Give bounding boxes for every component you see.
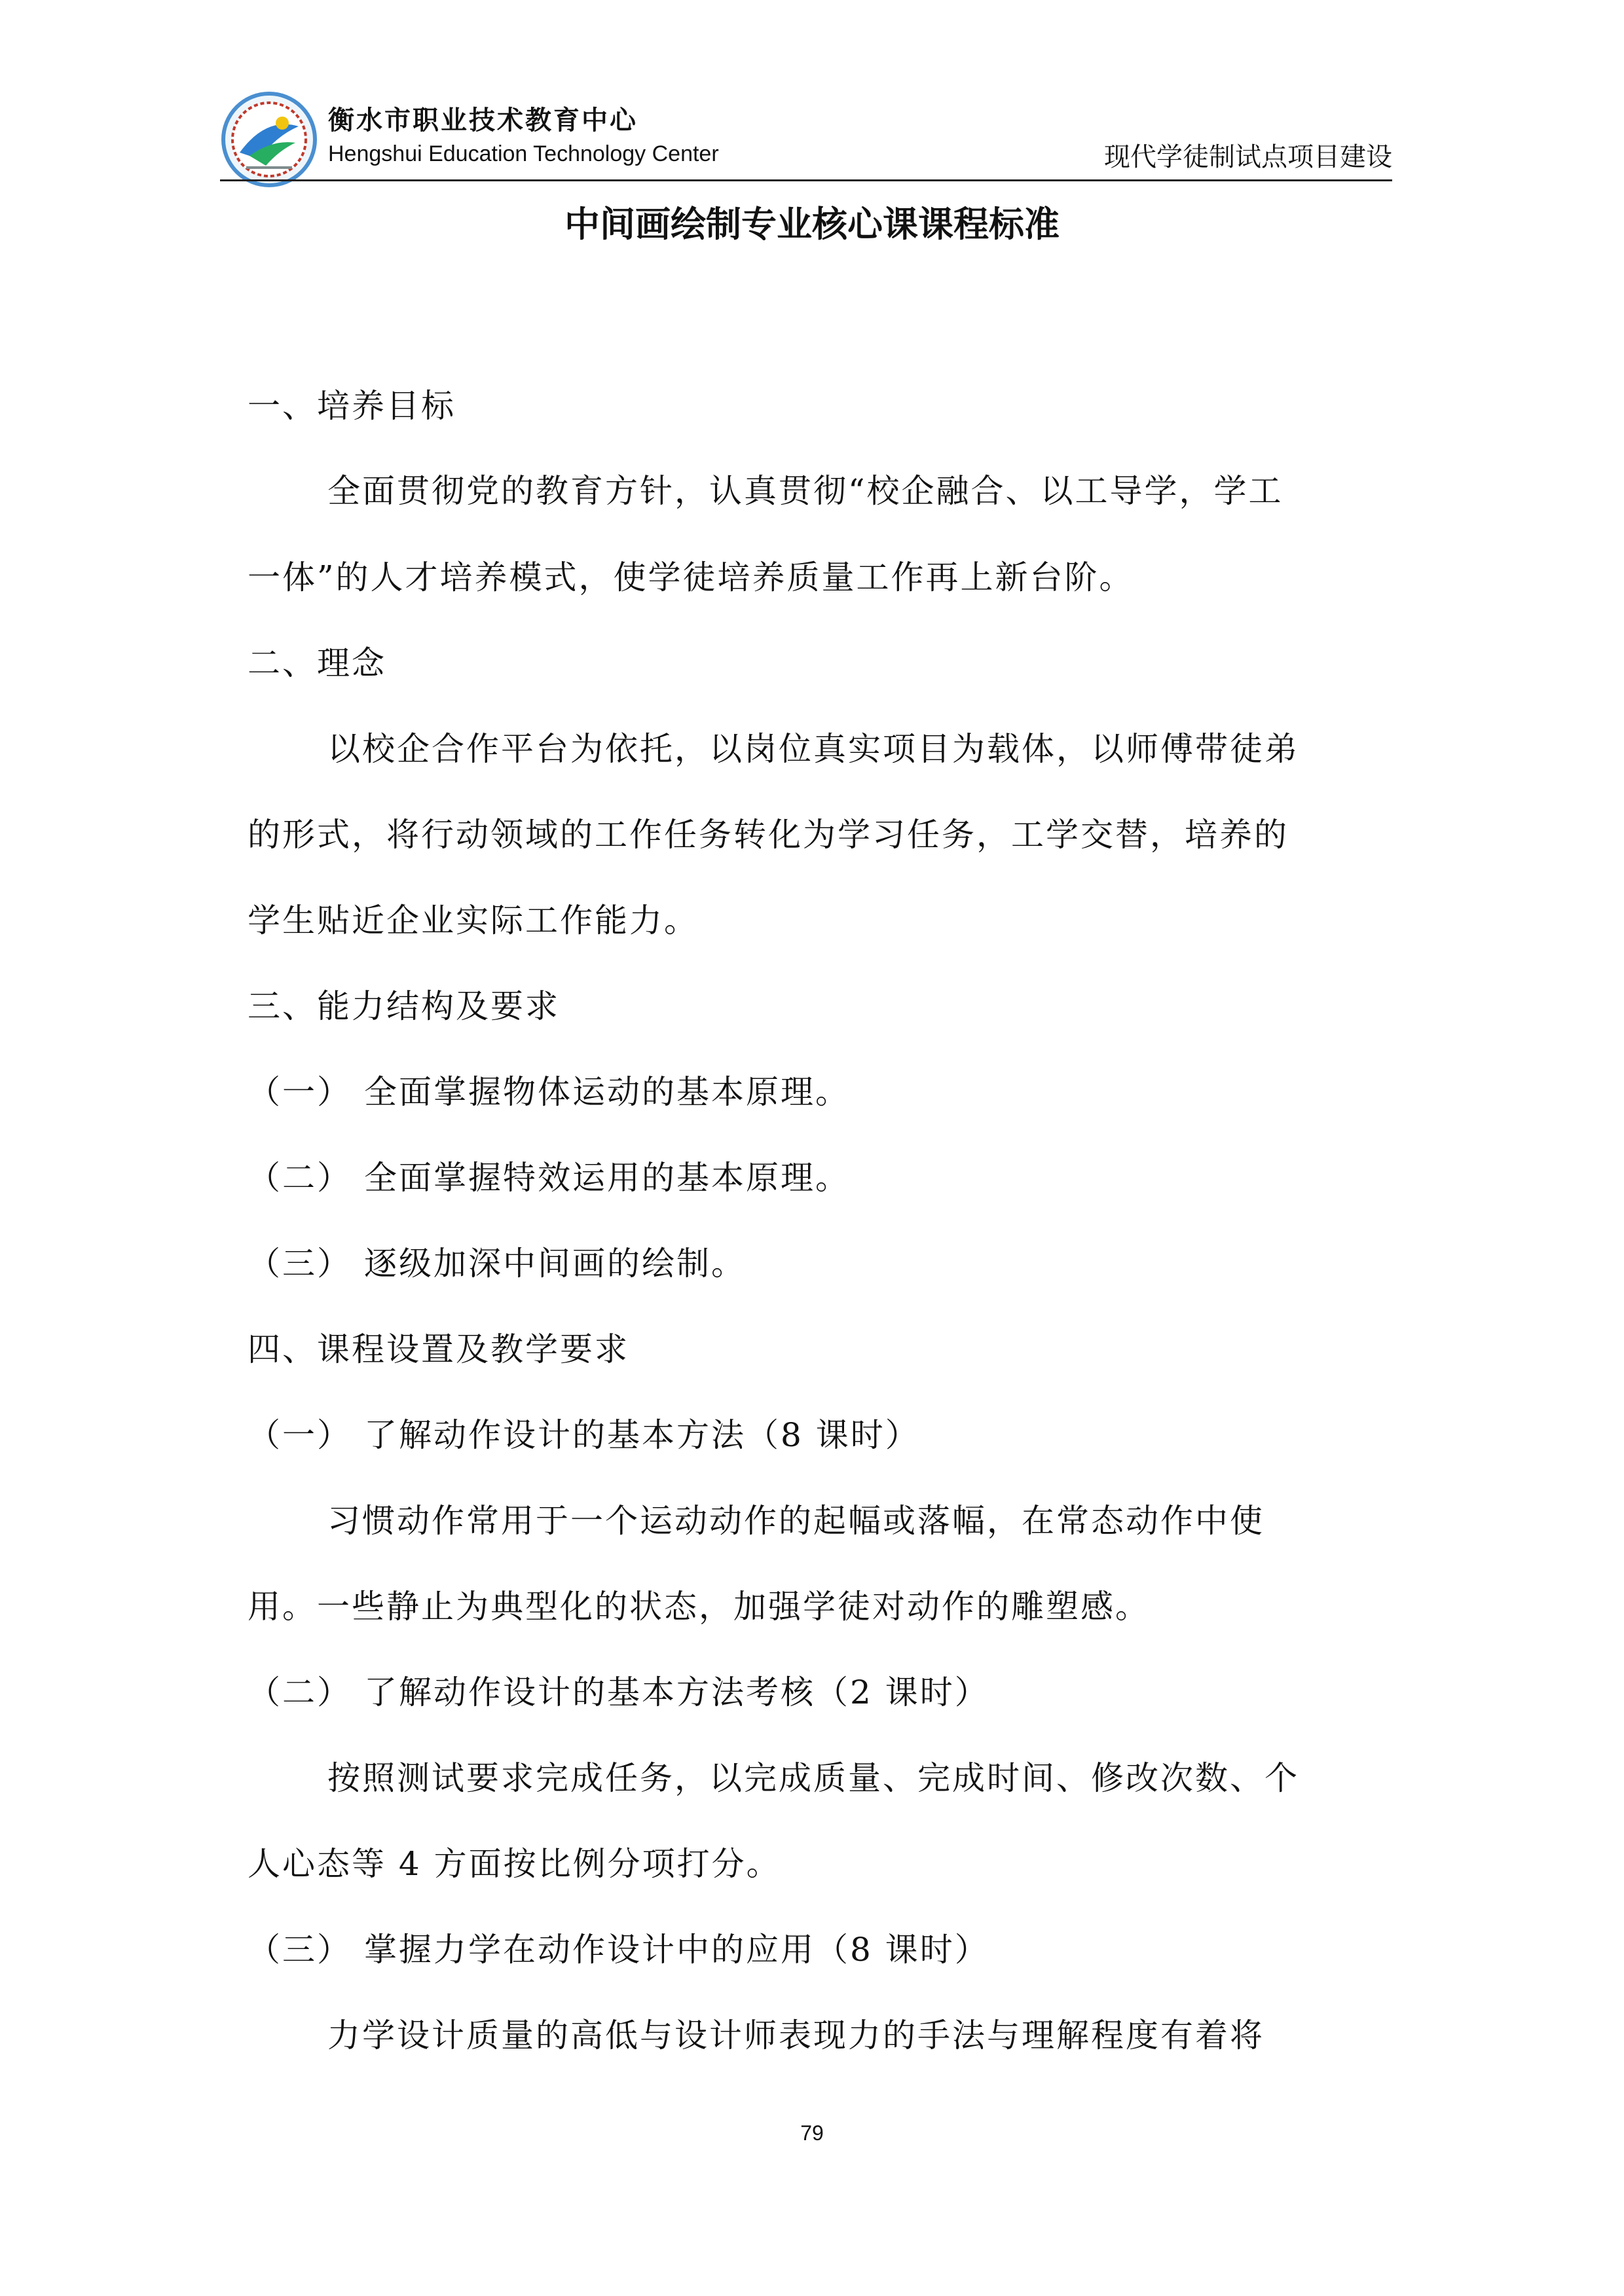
header-divider xyxy=(220,179,1392,181)
document-title: 中间画绘制专业核心课课程标准 xyxy=(564,204,1060,245)
subsection-1-title: 了解动作设计的基本方法（8 课时） xyxy=(364,1416,920,1454)
subsection-3-number: （三） xyxy=(248,1931,352,1969)
paragraph-2-line-2: 的形式，将行动领域的工作任务转化为学习任务，工学交替，培养的 xyxy=(248,816,1289,854)
section-heading-1: 一、培养目标 xyxy=(248,387,456,425)
page-header xyxy=(220,85,1392,183)
enum-item-1-number: （一） xyxy=(248,1073,352,1111)
paragraph-5-line-2: 人心态等 4 方面按比例分项打分。 xyxy=(248,1845,781,1883)
enum-item-3-number: （三） xyxy=(248,1245,352,1283)
page-number: 79 xyxy=(800,2121,824,2145)
paragraph-4-line-2: 用。一些静止为典型化的状态，加强学徒对动作的雕塑感。 xyxy=(248,1588,1150,1626)
section-heading-2: 二、理念 xyxy=(248,644,386,682)
enum-item-2-number: （二） xyxy=(248,1159,352,1197)
enum-item-3-text: 逐级加深中间画的绘制。 xyxy=(364,1245,746,1283)
enum-item-1-text: 全面掌握物体运动的基本原理。 xyxy=(364,1073,850,1111)
subsection-1-number: （一） xyxy=(248,1416,352,1454)
subsection-2-number: （二） xyxy=(248,1673,352,1711)
subsection-3-title: 掌握力学在动作设计中的应用（8 课时） xyxy=(364,1931,989,1969)
organization-name-cn: 衡水市职业技术教育中心 xyxy=(328,105,638,136)
organization-name-en: Hengshui Education Technology Center xyxy=(328,141,719,166)
paragraph-4-line-1: 习惯动作常用于一个运动动作的起幅或落幅，在常态动作中使 xyxy=(327,1502,1264,1540)
enum-item-2-text: 全面掌握特效运用的基本原理。 xyxy=(364,1159,850,1197)
paragraph-2-line-1: 以校企合作平台为依托，以岗位真实项目为载体，以师傅带徒弟 xyxy=(327,730,1299,768)
subsection-2-title: 了解动作设计的基本方法考核（2 课时） xyxy=(364,1673,989,1711)
paragraph-5-line-1: 按照测试要求完成任务，以完成质量、完成时间、修改次数、个 xyxy=(327,1759,1299,1797)
paragraph-2-line-3: 学生贴近企业实际工作能力。 xyxy=(248,902,699,939)
section-heading-4: 四、课程设置及教学要求 xyxy=(248,1330,629,1368)
project-label: 现代学徒制试点项目建设 xyxy=(1104,142,1392,172)
paragraph-1-line-1: 全面贯彻党的教育方针，认真贯彻“校企融合、以工导学，学工 xyxy=(327,472,1283,510)
section-heading-3: 三、能力结构及要求 xyxy=(248,987,560,1025)
school-logo-icon xyxy=(220,90,318,189)
paragraph-6-line-1: 力学设计质量的高低与设计师表现力的手法与理解程度有着将 xyxy=(327,2016,1264,2054)
paragraph-1-line-2: 一体”的人才培养模式，使学徒培养质量工作再上新台阶。 xyxy=(248,558,1134,596)
